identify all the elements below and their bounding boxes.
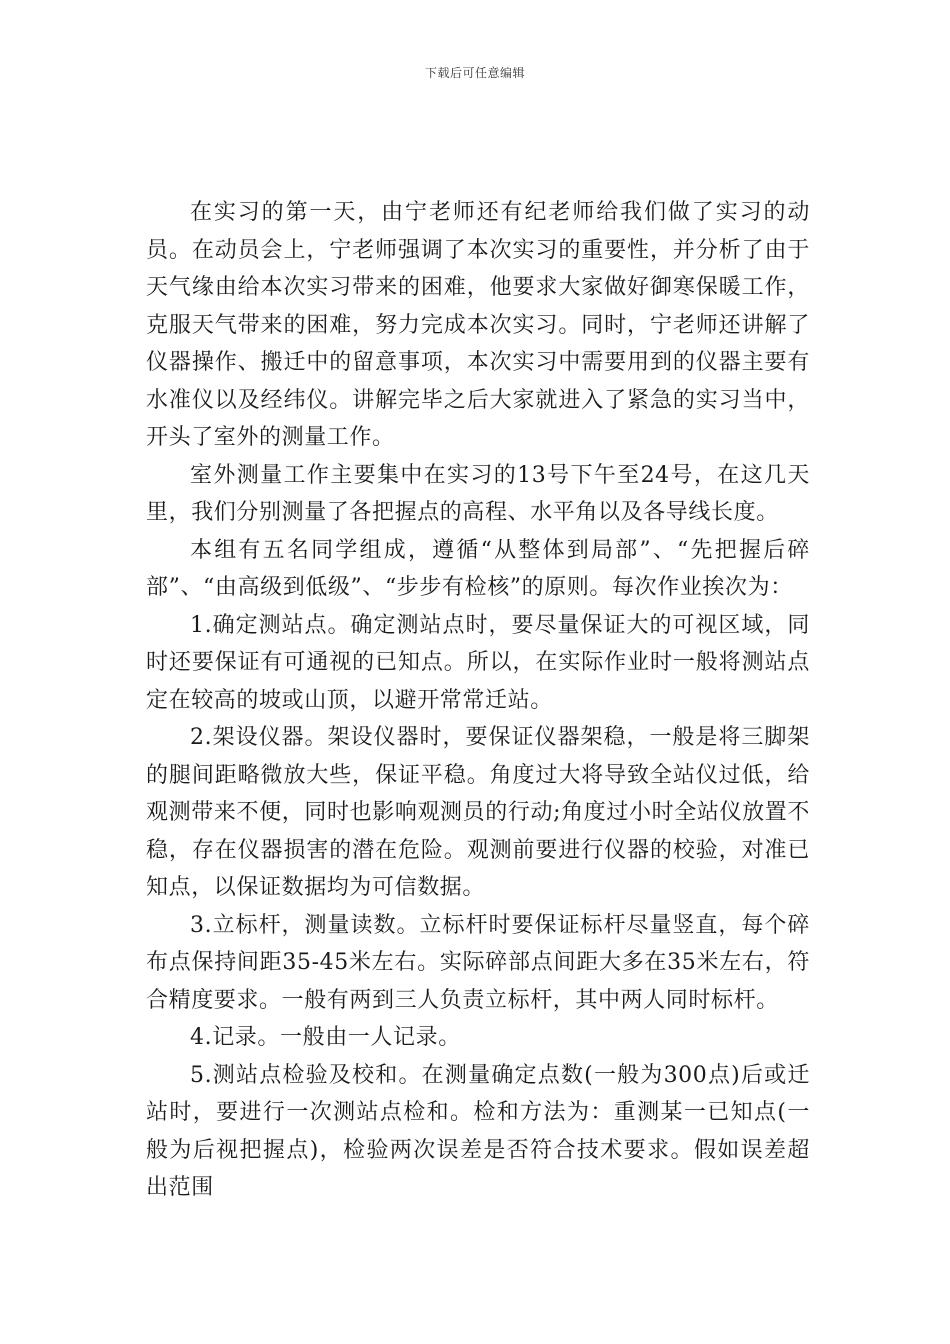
paragraph-field-work: 室外测量工作主要集中在实习的13号下午至24号，在这几天里，我们分别测量了各把握点的高程、水平角以及各导线长度。 <box>146 462 810 525</box>
paragraph-step-1: 1.确定测站点。确定测站点时，要尽量保证大的可视区域，同时还要保证有可通视的已知点。所以，在实际作业时一般将测站点定在较高的坡或山顶，以避开常常迁站。 <box>146 612 810 713</box>
paragraph-step-3: 3.立标杆，测量读数。立标杆时要保证标杆尽量竖直，每个碎布点保持间距35-45米左右。实际碎部点间距大多在35米左右，符合精度要求。一般有两到三人负责立标杆，其中两人同时标杆。 <box>146 912 810 1013</box>
paragraph-mobilization: 在实习的第一天，由宁老师还有纪老师给我们做了实习的动员。在动员会上，宁老师强调了本次实习的重要性，并分析了由于天气缘由给本次实习带来的困难，他要求大家做好御寒保暖工作，克服天气带来的困难，努力完成本次实习。同时，宁老师还讲解了仪器操作、搬迁中的留意事项，本次实习中需要用到的仪器主要有水准仪以及经纬仪。讲解完毕之后大家就进入了紧急的实习当中，开头了室外的测量工作。 <box>146 200 810 450</box>
paragraph-step-2: 2.架设仪器。架设仪器时，要保证仪器架稳，一般是将三脚架的腿间距略微放大些，保证平稳。角度过大将导致全站仪过低，给观测带来不便，同时也影响观测员的行动;角度过小时全站仪放置不稳，存在仪器损害的潜在危险。观测前要进行仪器的校验，对准已知点，以保证数据均为可信数据。 <box>146 725 810 900</box>
document-body <box>146 194 810 1207</box>
paragraph-step-5: 5.测站点检验及校和。在测量确定点数(一般为300点)后或迁站时，要进行一次测站点检和。检和方法为：重测某一已知点(一般为后视把握点)，检验两次误差是否符合技术要求。假如误差超出范围 <box>146 1062 810 1200</box>
page-header: 下载后可任意编辑 <box>424 66 525 80</box>
paragraph-step-4: 4.记录。一般由一人记录。 <box>190 1025 461 1050</box>
paragraph-group-principles: 本组有五名同学组成，遵循“从整体到局部”、“先把握后碎部”、“由高级到低级”、“步步有检核”的原则。每次作业挨次为： <box>146 537 810 600</box>
